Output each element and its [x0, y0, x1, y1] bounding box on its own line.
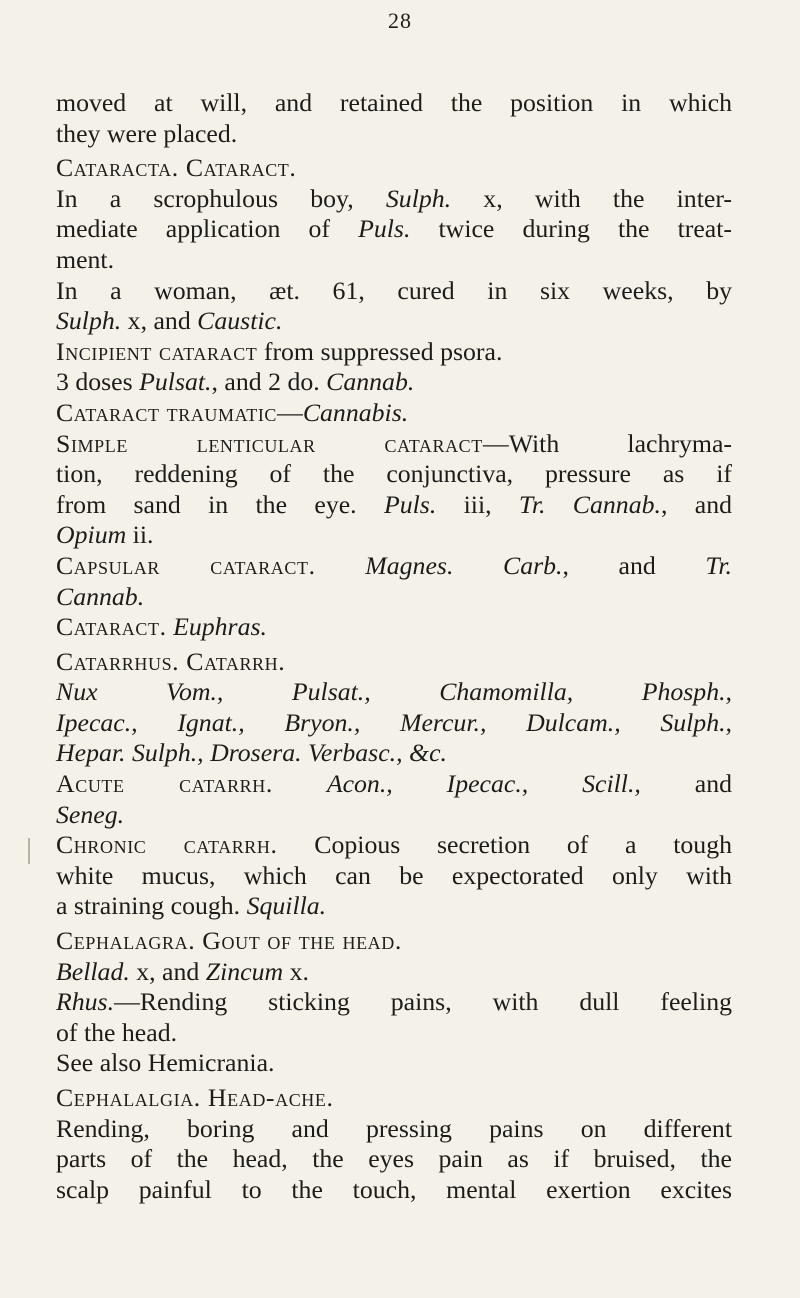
text-line: Bellad. x, and Zincum x.: [56, 956, 309, 986]
subheading-incipient: Incipient cataract from suppressed psora.: [56, 336, 503, 366]
text-line: Rhus.—Rending sticking pains, with dull feeling: [56, 987, 732, 1017]
text-line: See also Hemicrania.: [56, 1048, 275, 1078]
heading-catarrhus: Catarrhus. Catarrh.: [56, 646, 286, 676]
margin-mark: [28, 838, 30, 864]
text-line: Cannab.: [56, 581, 145, 611]
text-line: moved at will, and retained the position in which: [56, 88, 732, 117]
text-line: In a scrophulous boy, Sulph. x, with the inter-: [56, 183, 732, 213]
heading-cephalagra: Cephalagra. Gout of the head.: [56, 926, 402, 956]
text-line: 3 doses Pulsat., and 2 do. Cannab.: [56, 367, 415, 397]
text-line: Rending, boring and pressing pains on different: [56, 1113, 732, 1143]
text-line: a straining cough. Squilla.: [56, 891, 327, 921]
heading-cataracta: Cataracta. Cataract.: [56, 153, 297, 183]
text-line: they were placed.: [56, 118, 238, 148]
text-line: Opium ii.: [56, 520, 154, 550]
text-line: Ipecac., Ignat., Bryon., Mercur., Dulcam., Sulph.,: [56, 707, 732, 737]
text-line: tion, reddening of the conjunctiva, pressure as if: [56, 459, 732, 489]
page-number: 28: [388, 8, 412, 33]
text-line: mediate application of Puls. twice during the treat-: [56, 214, 732, 244]
text-line: Hepar. Sulph., Drosera. Verbasc., &c.: [56, 738, 447, 768]
subheading-chronic-catarrh: Chronic catarrh. Copious secretion of a tough: [56, 830, 732, 860]
heading-cephalalgia: Cephalalgia. Head-ache.: [56, 1083, 334, 1112]
text-line: of the head.: [56, 1017, 178, 1047]
text-line: from sand in the eye. Puls. iii, Tr. Cannab., and: [56, 489, 732, 519]
text-line: ment.: [56, 244, 115, 274]
text-line: Seneg.: [56, 799, 125, 829]
text-line: parts of the head, the eyes pain as if bruised, the: [56, 1144, 732, 1174]
text-line: Sulph. x, and Caustic.: [56, 306, 283, 336]
text-line: white mucus, which can be expectorated only with: [56, 860, 732, 890]
text-line: In a woman, æt. 61, cured in six weeks, by: [56, 275, 732, 305]
text-line: scalp painful to the touch, mental exertion excites: [56, 1174, 732, 1204]
body-text: [56, 88, 732, 1205]
text-line: Nux Vom., Pulsat., Chamomilla, Phosph.,: [56, 677, 732, 707]
subheading-lenticular: Simple lenticular cataract—With lachryma-: [56, 428, 732, 458]
subheading-capsular: Capsular cataract. Magnes. Carb., and Tr.: [56, 550, 732, 580]
subheading-cataract: Cataract. Euphras.: [56, 612, 267, 642]
subheading-traumatic: Cataract traumatic—Cannabis.: [56, 397, 409, 427]
subheading-acute-catarrh: Acute catarrh. Acon., Ipecac., Scill., and: [56, 769, 733, 799]
